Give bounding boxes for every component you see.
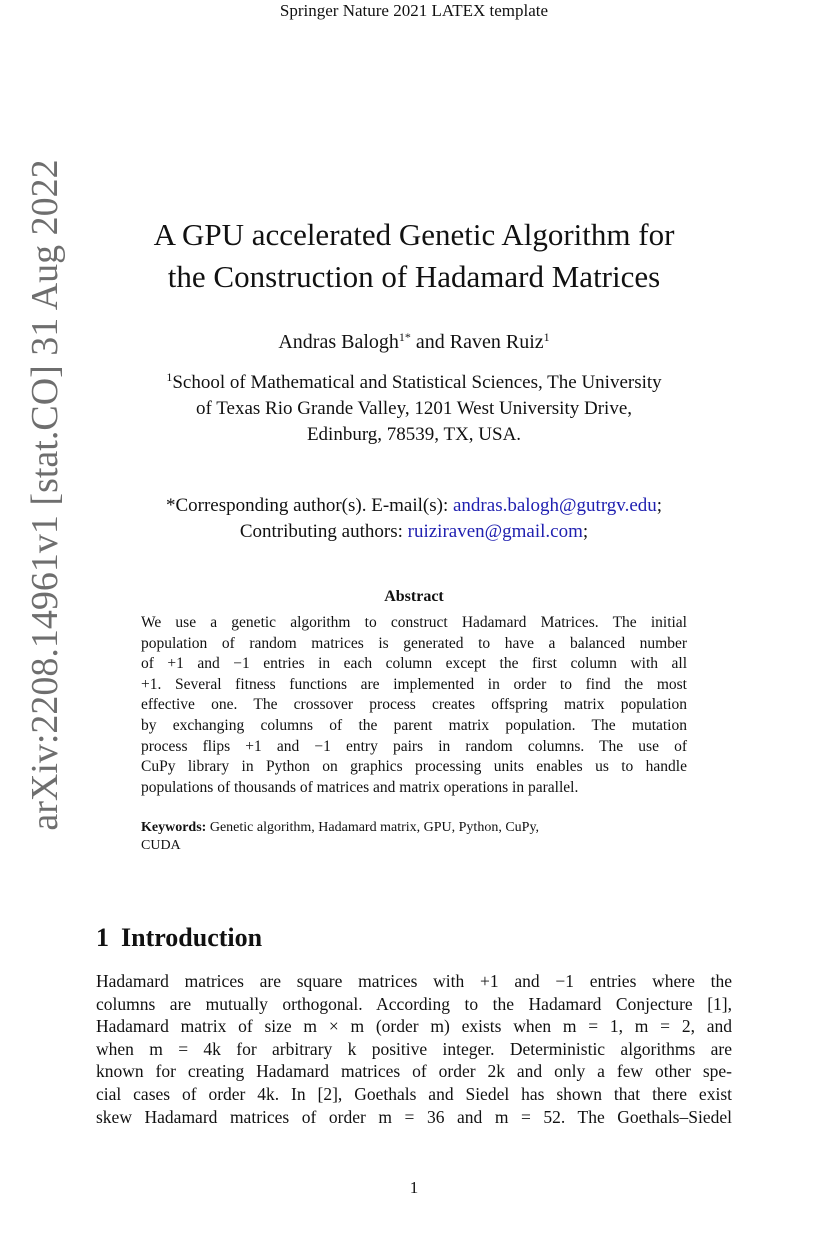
intro-line: when m = 4k for arbitrary k positive integer. Deterministic algorithms are — [96, 1038, 732, 1059]
section-heading — [96, 923, 262, 953]
author-list — [0, 331, 828, 354]
abstract-line: CuPy library in Python on graphics processing units enables us to handle — [141, 758, 687, 776]
affiliation-line-2: of Texas Rio Grande Valley, 1201 West University Drive, — [196, 398, 632, 419]
abstract-line: of +1 and −1 entries in each column except the first column with all — [141, 655, 687, 673]
section-number: 1 — [96, 923, 109, 952]
affiliation-line-3: Edinburg, 78539, TX, USA. — [306, 424, 522, 445]
author-connector: and — [415, 331, 445, 353]
page-number: 1 — [409, 1178, 419, 1197]
affiliation-line-1: School of Mathematical and Statistical Sciences, The University — [172, 372, 662, 393]
intro-line: skew Hadamard matrices of order m = 36 and m = 52. The Goethals–Siedel — [96, 1106, 732, 1127]
abstract-line: effective one. The crossover process creates offspring matrix population — [141, 696, 687, 714]
abstract-line: We use a genetic algorithm to construct Hadamard Matrices. The initial — [141, 614, 687, 631]
abstract-body — [141, 613, 687, 798]
abstract-heading: Abstract — [384, 588, 444, 605]
running-header: Springer Nature 2021 LATEX template — [279, 1, 549, 20]
contributing-label: Contributing authors: — [239, 521, 403, 542]
section-title: Introduction — [121, 923, 263, 952]
corresponding-label: *Corresponding author(s). E-mail(s): — [165, 495, 449, 516]
intro-line: cial cases of order 4k. In [2], Goethals and Siedel has shown that there exist — [96, 1083, 732, 1104]
contributing-email-link[interactable]: ruiziraven@gmail.com — [407, 521, 583, 542]
intro-line: Hadamard matrix of size m × m (order m) exists when m = 1, m = 2, and — [96, 1016, 732, 1037]
affiliation — [0, 370, 828, 448]
intro-line: Hadamard matrices are square matrices with +1 and −1 entries where the — [96, 971, 732, 991]
correspondence: *Corresponding author(s). E-mail(s): andras.balogh@gutrgv.edu; Contributing authors: ruiziraven@gmail.com; — [165, 495, 663, 542]
keywords-list-cont: CUDA — [141, 838, 181, 853]
abstract-line: population of random matrices is generated to have a balanced number — [141, 634, 687, 652]
intro-line: known for creating Hadamard matrices of order 2k and only a few other spe- — [96, 1061, 732, 1082]
paper-title — [0, 214, 828, 298]
affiliation-mark: 1 — [543, 330, 550, 344]
introduction-body — [96, 970, 732, 1128]
abstract-line: process flips +1 and −1 entry pairs in random columns. The use of — [141, 737, 687, 755]
abstract-line: populations of thousands of matrices and matrix operations in parallel. — [141, 778, 579, 796]
abstract-line: by exchanging columns of the parent matrix population. The mutation — [141, 716, 687, 734]
abstract-line: +1. Several fitness functions are implemented in order to find the most — [141, 675, 687, 693]
keywords — [141, 819, 687, 855]
title-line-1: A GPU accelerated Genetic Algorithm for — [153, 217, 675, 252]
author-name: Andras Balogh — [278, 331, 399, 353]
title-line-2: the Construction of Hadamard Matrices — [167, 259, 661, 294]
affiliation-mark: 1 — [166, 370, 173, 384]
author-name: Raven Ruiz — [449, 331, 544, 353]
arxiv-identifier-stamp[interactable]: arXiv:2208.14961v1 [stat.CO] 31 Aug 2022 — [24, 159, 66, 831]
corresponding-email-link[interactable]: andras.balogh@gutrgv.edu — [453, 495, 657, 516]
keywords-label: Keywords: — [141, 820, 207, 835]
affiliation-mark: 1* — [398, 330, 411, 344]
intro-line: columns are mutually orthogonal. According to the Hadamard Conjecture [1], — [96, 993, 732, 1014]
keywords-list: Genetic algorithm, Hadamard matrix, GPU, Python, CuPy, — [209, 820, 540, 835]
